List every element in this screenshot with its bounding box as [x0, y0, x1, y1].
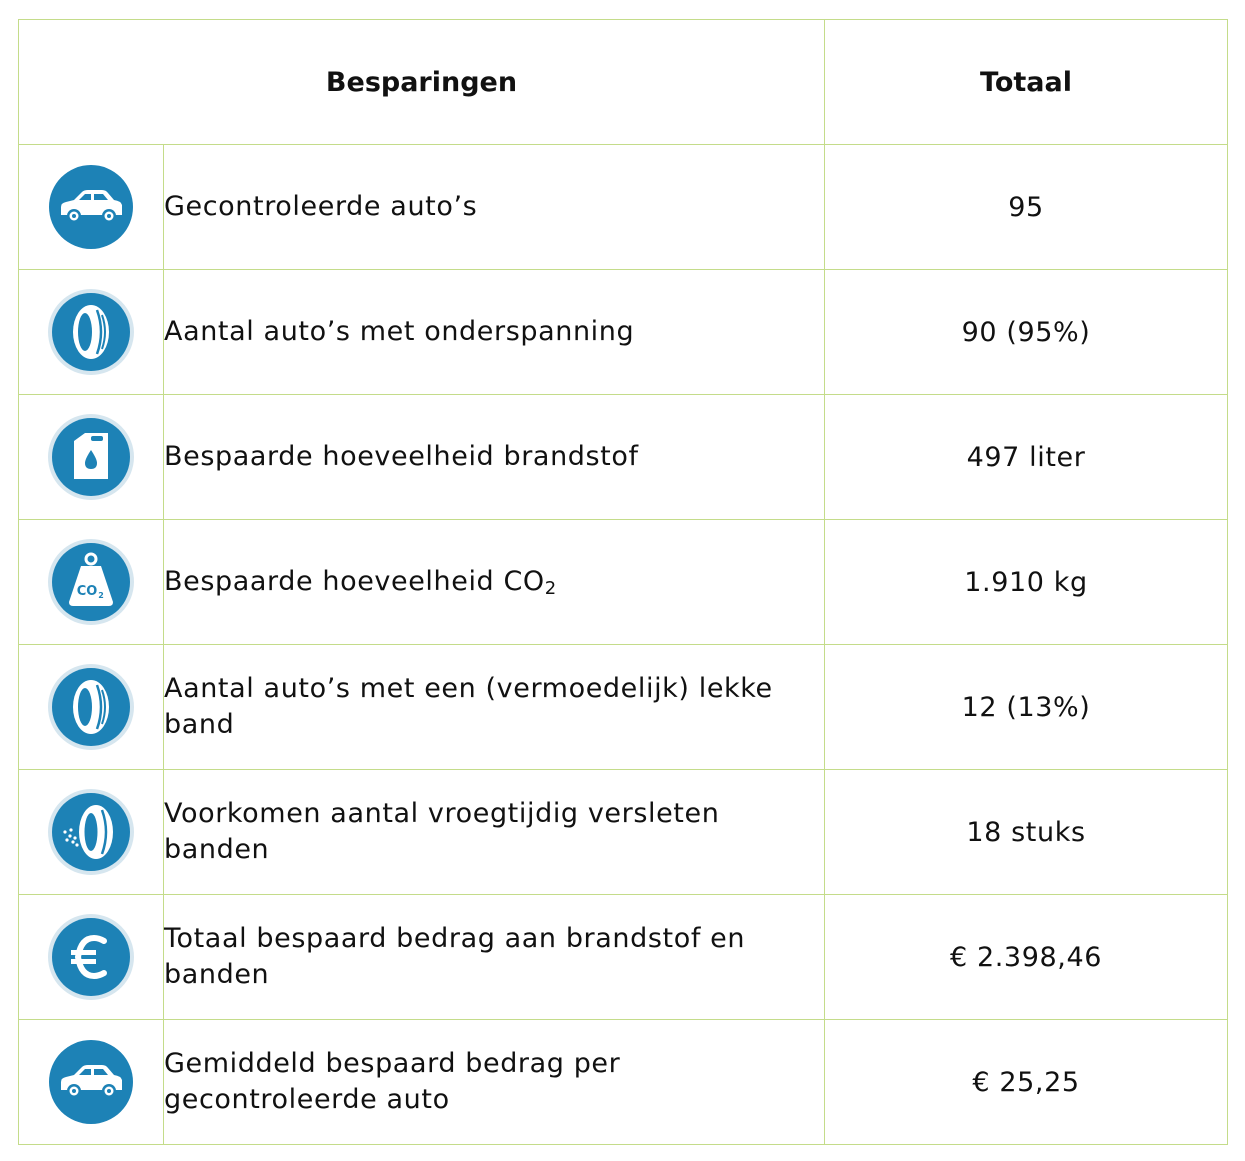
euro-icon [47, 913, 135, 1001]
co2-label-text: Bespaarde hoeveelheid CO [164, 566, 545, 597]
row-label: Aantal auto’s met een (vermoedelijk) lekke band [164, 645, 825, 770]
row-total: 1.910 kg [825, 520, 1228, 645]
table-header-row [19, 20, 1228, 145]
tire-icon [47, 288, 135, 376]
svg-text:2: 2 [98, 591, 104, 600]
row-label [164, 520, 825, 645]
row-label: Gemiddeld bespaard bedrag per gecontroleerde auto [164, 1020, 825, 1145]
car-icon [47, 163, 135, 251]
header-savings: Besparingen [19, 20, 825, 145]
table-row [19, 145, 1228, 270]
row-label: Voorkomen aantal vroegtijdig versleten banden [164, 770, 825, 895]
row-label: Bespaarde hoeveelheid brandstof [164, 395, 825, 520]
row-total: 12 (13%) [825, 645, 1228, 770]
row-total: € 2.398,46 [825, 895, 1228, 1020]
fuel-can-icon [47, 413, 135, 501]
row-total: 18 stuks [825, 770, 1228, 895]
row-label: Totaal bespaard bedrag aan brandstof en banden [164, 895, 825, 1020]
row-label: Gecontroleerde auto’s [164, 145, 825, 270]
header-total: Totaal [825, 20, 1228, 145]
co2-subscript: 2 [544, 578, 557, 599]
savings-table [18, 19, 1228, 1145]
table-row [19, 395, 1228, 520]
row-total: 90 (95%) [825, 270, 1228, 395]
table-row [19, 895, 1228, 1020]
table-row [19, 520, 1228, 645]
worn-tire-icon [47, 788, 135, 876]
table-row [19, 270, 1228, 395]
row-total: 497 liter [825, 395, 1228, 520]
row-total: € 25,25 [825, 1020, 1228, 1145]
table-row [19, 770, 1228, 895]
row-total: 95 [825, 145, 1228, 270]
row-label: Aantal auto’s met onderspanning [164, 270, 825, 395]
co2-weight-icon [47, 538, 135, 626]
tire-icon [47, 663, 135, 751]
car-icon [47, 1038, 135, 1126]
table-row [19, 645, 1228, 770]
table-row [19, 1020, 1228, 1145]
svg-text:CO: CO [76, 584, 98, 599]
